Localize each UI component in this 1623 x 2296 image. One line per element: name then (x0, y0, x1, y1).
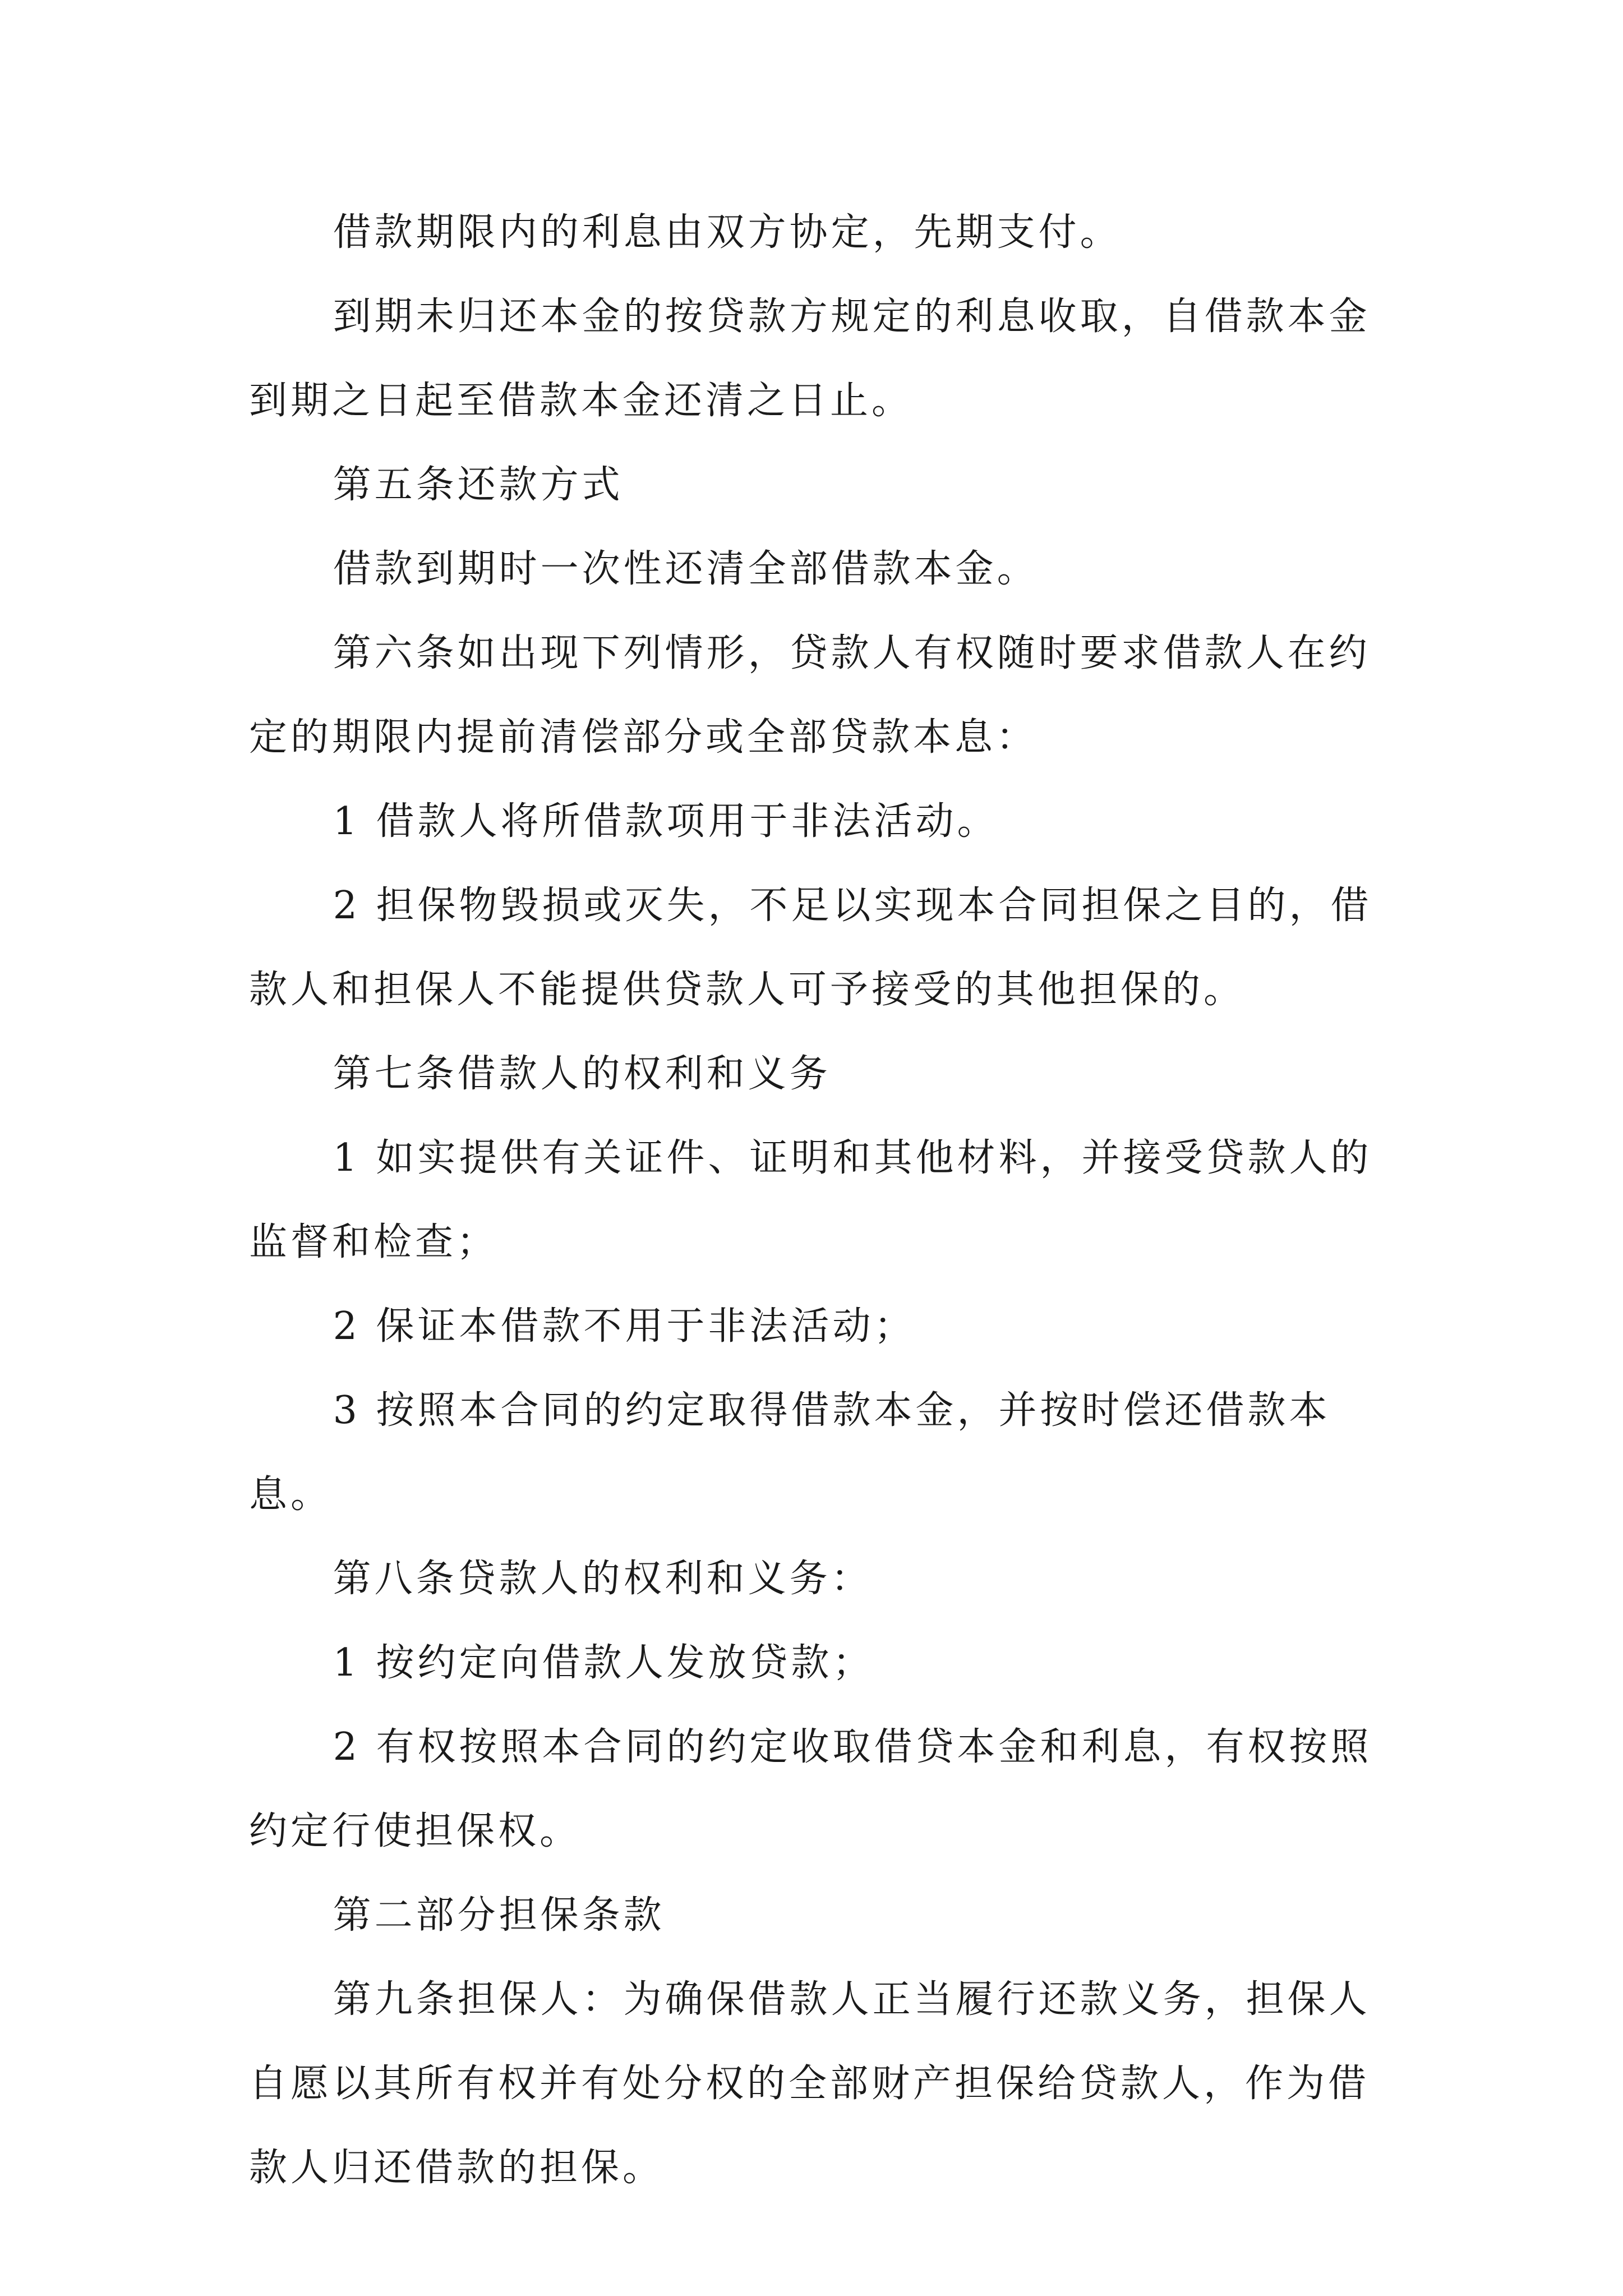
heading-part-2: 第二部分担保条款 (333, 1893, 665, 1938)
list-item-article-8-1: 1 按约定向借款人发放贷款； (333, 1641, 874, 1685)
heading-article-6: 第六条如出现下列情形，贷款人有权随时要求借款人在约定的期限内提前清偿部分或全部贷款本息： (249, 631, 1371, 760)
document-body (249, 191, 1391, 2210)
list-item-article-7-1: 1 如实提供有关证件、证明和其他材料，并接受贷款人的监督和检查； (249, 1136, 1372, 1264)
list-item-article-6-2: 2 担保物毁损或灭失，不足以实现本合同担保之目的，借款人和担保人不能提供贷款人可予接受的其他担保的。 (249, 884, 1372, 1012)
paragraph-article-9: 第九条担保人：为确保借款人正当履行还款义务，担保人自愿以其所有权并有处分权的全部财产担保给贷款人，作为借款人归还借款的担保。 (249, 1977, 1371, 2190)
heading-article-7: 第七条借款人的权利和义务 (333, 1052, 831, 1096)
paragraph-repayment-method: 借款到期时一次性还清全部借款本金。 (333, 547, 1039, 591)
list-item-article-7-3: 3 按照本合同的约定取得借款本金，并按时偿还借款本息。 (249, 1388, 1331, 1517)
paragraph-interest-terms: 借款期限内的利息由双方协定，先期支付。 (333, 210, 1122, 255)
list-item-article-7-2: 2 保证本借款不用于非法活动； (333, 1304, 916, 1349)
list-item-article-8-2: 2 有权按照本合同的约定收取借贷本金和利息，有权按照约定行使担保权。 (249, 1725, 1372, 1853)
list-item-article-6-1: 1 借款人将所借款项用于非法活动。 (333, 799, 999, 844)
heading-article-8: 第八条贷款人的权利和义务： (333, 1557, 873, 1601)
paragraph-overdue-interest: 到期未归还本金的按贷款方规定的利息收取，自借款本金到期之日起至借款本金还清之日止。 (249, 295, 1371, 423)
heading-article-5: 第五条还款方式 (333, 463, 624, 507)
